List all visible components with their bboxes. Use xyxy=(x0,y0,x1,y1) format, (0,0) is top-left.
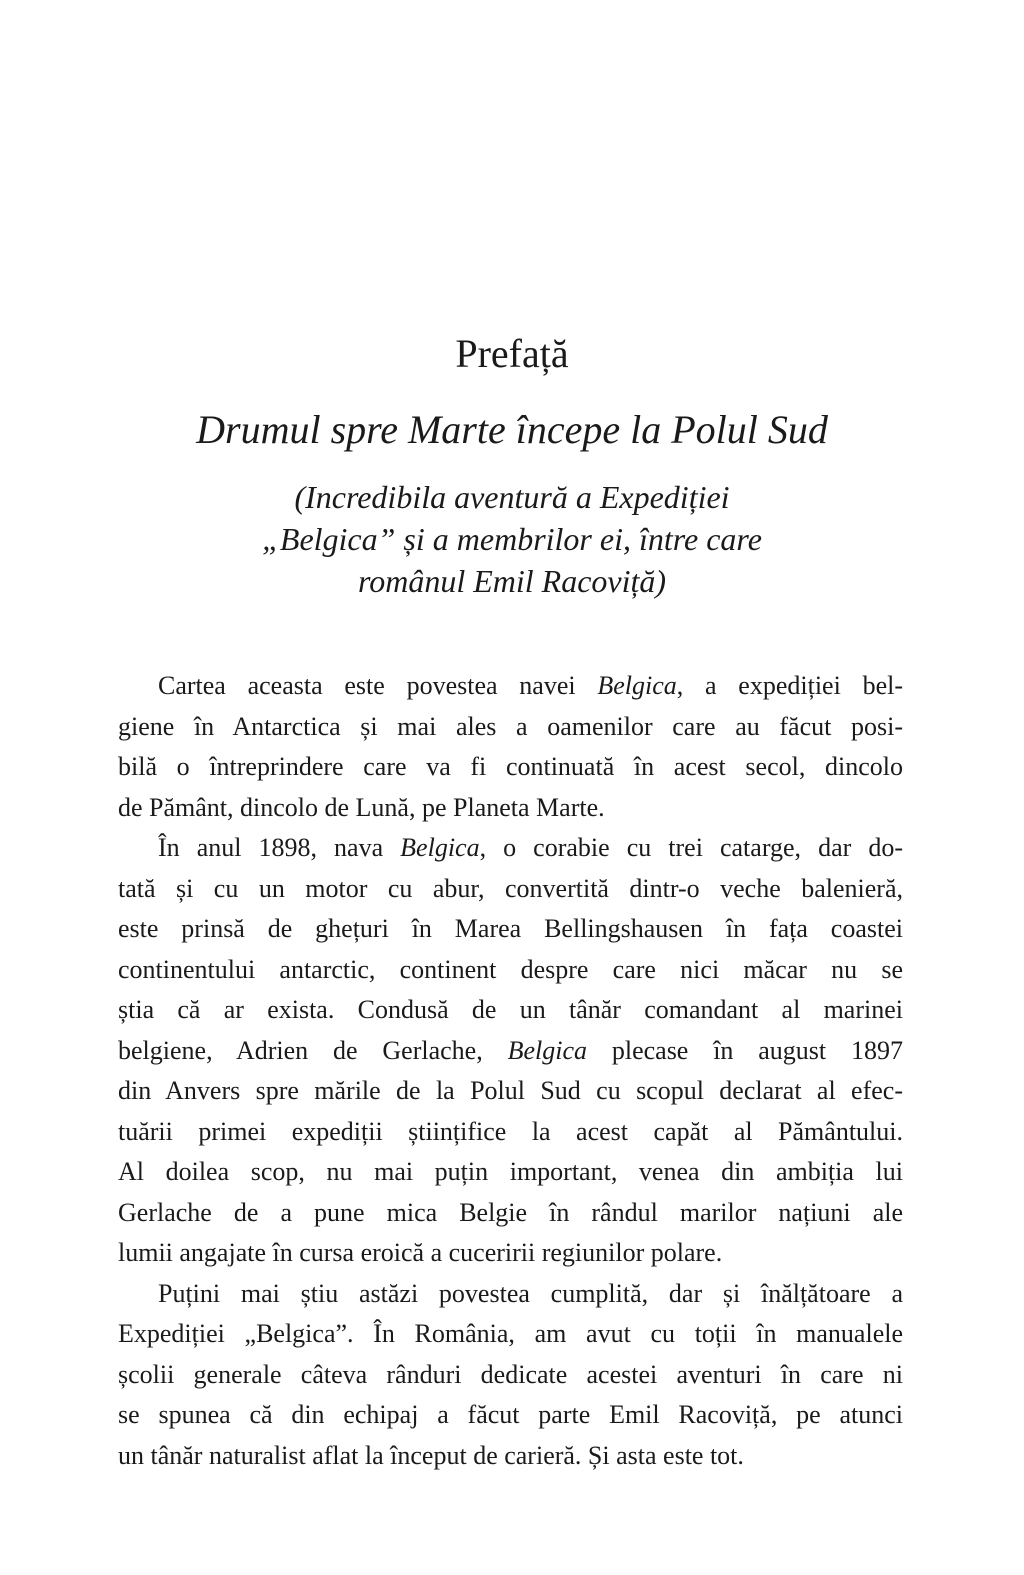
ship-name: Belgica xyxy=(400,833,480,862)
text-line: Expediției „Belgica”. În România, am avut cu toții în manualele xyxy=(118,1319,903,1348)
text-line: Cartea aceasta este povestea navei Belgica, a expediției bel- xyxy=(158,671,903,700)
chapter-subtitle: Drumul spre Marte începe la Polul Sud xyxy=(196,407,828,452)
paragraph-2 xyxy=(118,828,903,1274)
chapter-title: Prefață xyxy=(455,331,569,376)
text-line: știa că ar exista. Condusă de un tânăr comandant al marinei xyxy=(118,995,903,1024)
subtitle-note-line: „Belgica” și a membrilor ei, între care xyxy=(262,521,762,557)
text-line: giene în Antarctica și mai ales a oamenilor care au făcut posi- xyxy=(118,711,903,741)
text-line: de Pământ, dincolo de Lună, pe Planeta Marte. xyxy=(118,792,605,822)
text-line: bilă o întreprindere care va fi continuată în acest secol, dincolo xyxy=(118,752,903,781)
text-line: continentului antarctic, continent despre care nici măcar nu se xyxy=(118,954,903,984)
ship-name: Belgica xyxy=(507,1035,587,1065)
text-line: tată și cu un motor cu abur, convertită dintr-o veche balenieră, xyxy=(118,873,903,903)
text-line: este prinsă de ghețuri în Marea Bellingshausen în fața coastei xyxy=(118,914,903,943)
text-line: Al doilea scop, nu mai puțin important, venea din ambiția lui xyxy=(118,1157,903,1186)
body-text xyxy=(118,666,903,1476)
text-line: tuării primei expediții științifice la acest capăt al Pământului. xyxy=(118,1116,903,1146)
text-line: belgiene, Adrien de Gerlache, Belgica plecase în august 1897 xyxy=(118,1035,903,1065)
subtitle-note-line: românul Emil Racoviță) xyxy=(357,563,667,599)
text-line: Puțini mai știu astăzi povestea cumplită, dar și înălțătoare a xyxy=(158,1278,903,1308)
text-line: se spunea că din echipaj a făcut parte Emil Racoviță, pe atunci xyxy=(118,1400,903,1429)
paragraph-3 xyxy=(118,1274,903,1477)
text-line: Gerlache de a pune mica Belgie în rândul marilor națiuni ale xyxy=(118,1197,903,1227)
text-line: În anul 1898, nava Belgica, o corabie cu trei catarge, dar do- xyxy=(158,833,903,862)
text-line: un tânăr naturalist aflat la început de carieră. Și asta este tot. xyxy=(118,1440,744,1470)
text-line: din Anvers spre mările de la Polul Sud cu scopul declarat al efec- xyxy=(118,1076,903,1105)
ship-name: Belgica xyxy=(597,671,677,700)
paragraph-1 xyxy=(118,666,903,828)
subtitle-note xyxy=(0,476,1024,602)
subtitle-note-line: (Incredibila aventură a Expediției xyxy=(294,479,730,515)
text-line: lumii angajate în cursa eroică a cuceririi regiunilor polare. xyxy=(118,1238,723,1267)
text-line: școlii generale câteva rânduri dedicate acestei aventuri în care ni xyxy=(118,1359,903,1389)
